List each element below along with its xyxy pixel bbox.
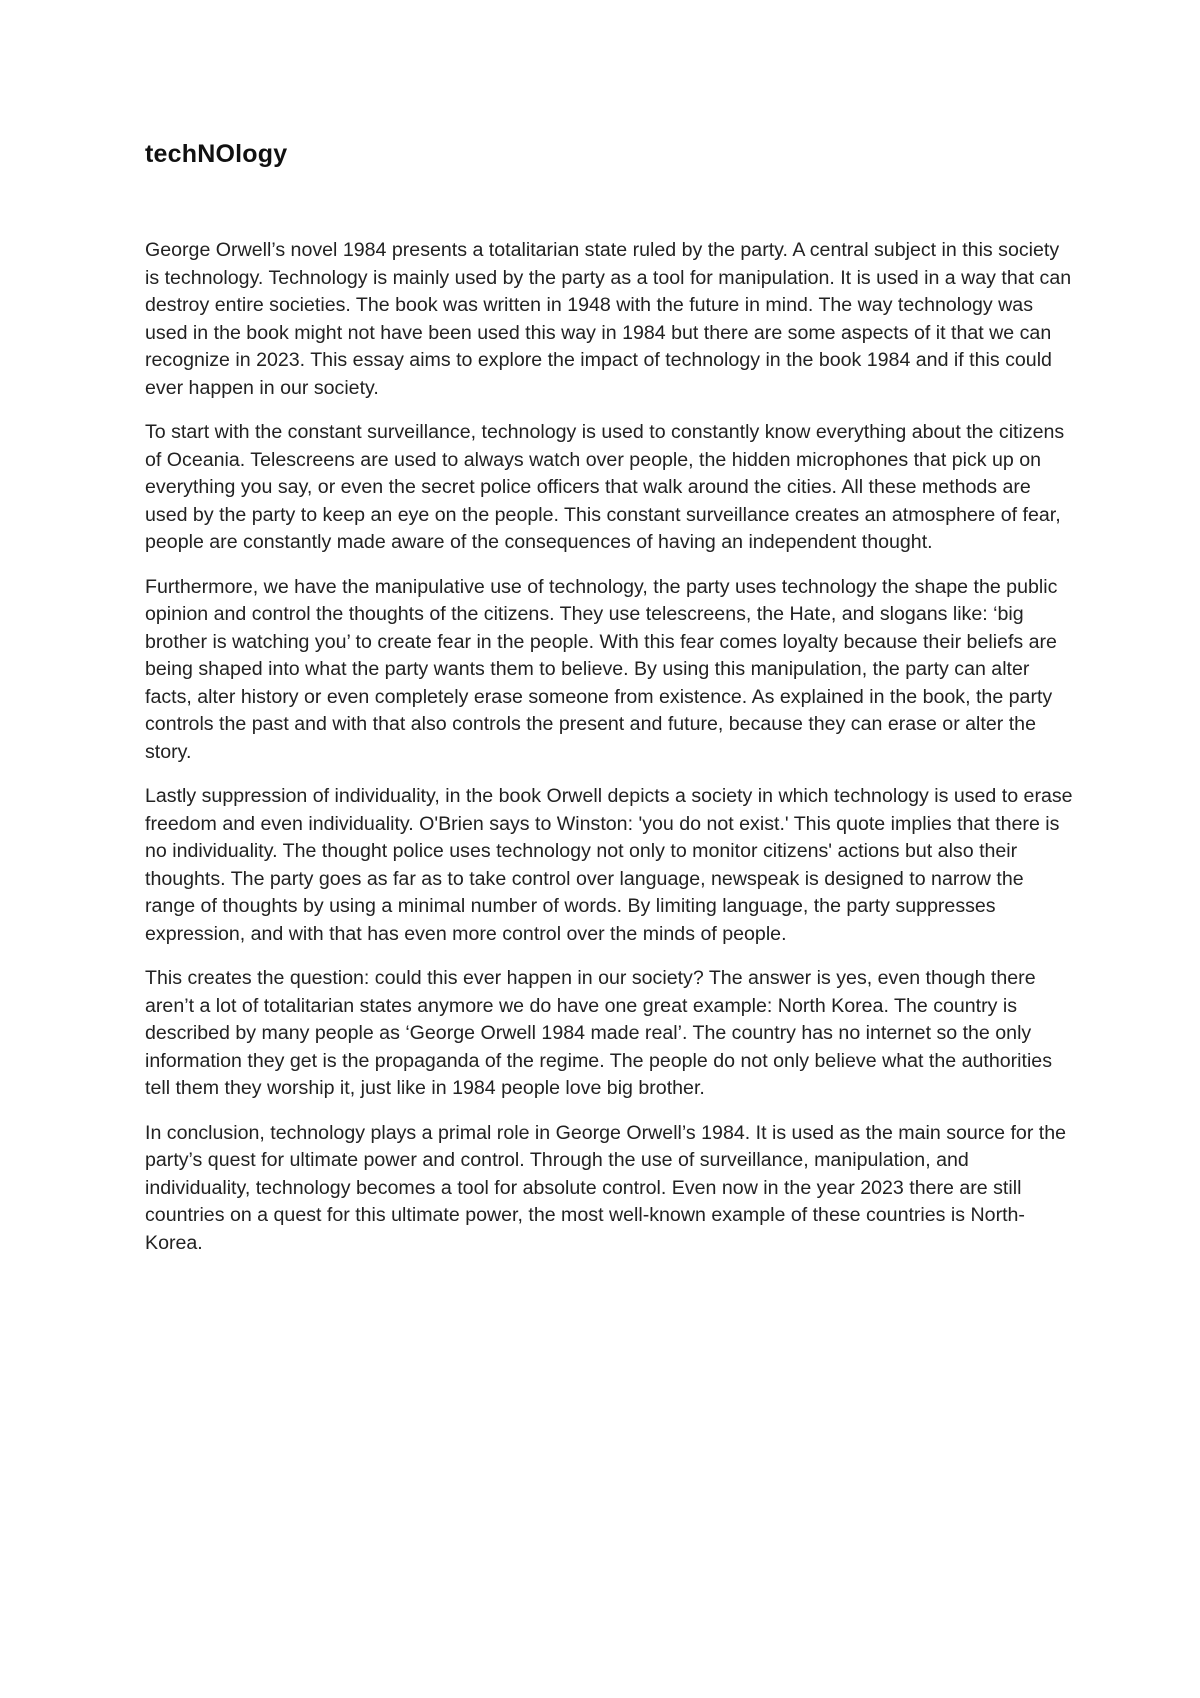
paragraph-conclusion: In conclusion, technology plays a primal role in George Orwell’s 1984. It is used as the main source for the party’s quest for ultimate power and control. Through the use of surveillance, manipulation, and individuality, technology becomes a tool for absolute control. Even now in the year 2023 there are still countries on a quest for this ultimate power, the most well-known example of these countries is North- Korea. — [145, 1121, 1067, 1254]
paragraph-surveillance: To start with the constant surveillance, technology is used to constantly know everything about the citizens of Oceania. Telescreens are used to always watch over people, the hidden microphones that pick up on everything you say, or even the secret police officers that walk around the cities. All these methods are used by the party to keep an eye on the people. This constant surveillance creates an atmosphere of fear, people are constantly made aware of the consequences of having an independent thought. — [145, 421, 1065, 553]
paragraph-introduction: George Orwell’s novel 1984 presents a totalitarian state ruled by the party. A central subject in this society is technology. Technology is mainly used by the party as a tool for manipulation. It is used in a way that can destroy entire societies. The book was written in 1948 with the future in mind. The way technology was used in the book might not have been used this way in 1984 but there are some aspects of it that we can recognize in 2023. This essay aims to explore the impact of technology in the book 1984 and if this could ever happen in our society. — [145, 239, 1072, 399]
document-title: techNOlogy — [145, 140, 288, 168]
paragraph-our-society: This creates the question: could this ever happen in our society? The answer is yes, even though there aren’t a lot of totalitarian states anymore we do have one great example: North Korea. The country is described by many people as ‘George Orwell 1984 made real’. The country has no internet so the only information they get is the propaganda of the regime. The people do not only believe what the authorities tell them they worship it, just like in 1984 people love big brother. — [145, 967, 1052, 1099]
paragraph-manipulation: Furthermore, we have the manipulative use of technology, the party uses technology the shape the public opinion and control the thoughts of the citizens. They use telescreens, the Hate, and slogans like: ‘big brother is watching you’ to create fear in the people. With this fear comes loyalty because their beliefs are being shaped into what the party wants them to believe. By using this manipulation, the party can alter facts, alter history or even completely erase someone from existence. As explained in the book, the party controls the past and with that also controls the present and future, because they can erase or alter the story. — [145, 575, 1058, 763]
paragraph-individuality: Lastly suppression of individuality, in the book Orwell depicts a society in which technology is used to erase freedom and even individuality. O'Brien says to Winston: 'you do not exist.' This quote implies that there is no individuality. The thought police uses technology not only to monitor citizens' actions but also their thoughts. The party goes as far as to take control over language, newspeak is designed to narrow the range of thoughts by using a minimal number of words. By limiting language, the party suppresses expression, and with that has even more control over the minds of people. — [145, 785, 1073, 945]
document-body — [145, 140, 1075, 1274]
